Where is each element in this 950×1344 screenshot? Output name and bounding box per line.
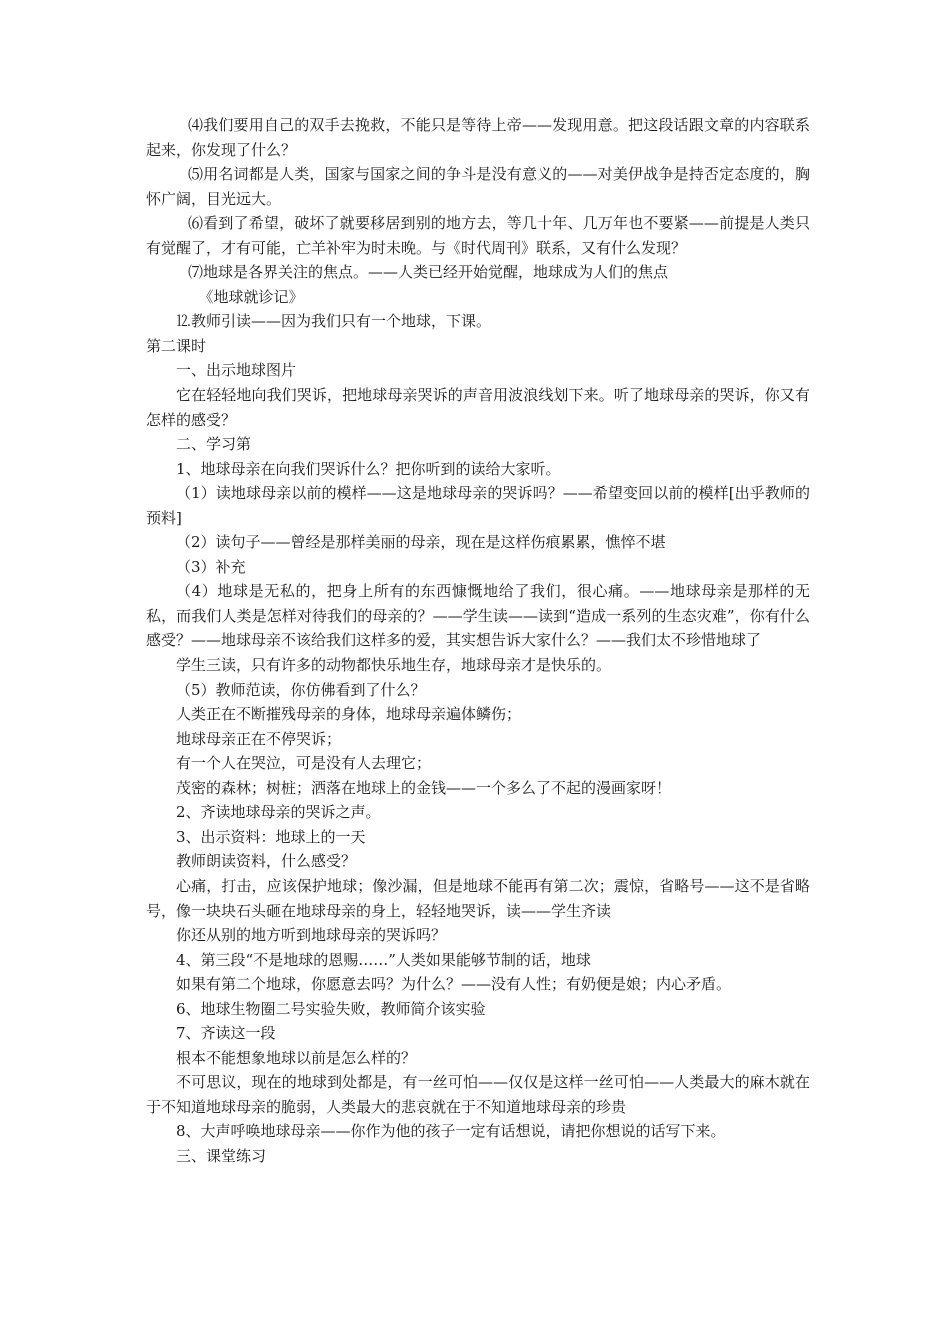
document-body	[146, 113, 810, 1169]
paragraph: 你还从别的地方听到地球母亲的哭诉吗？	[176, 926, 447, 945]
paragraph: 不可思议，现在的地球到处都是，有一丝可怕——仅仅是这样一丝可怕——人类最大的麻木就在于不知道地球母亲的脆弱，人类最大的悲哀就在于不知道地球母亲的珍贵	[146, 1073, 810, 1116]
paragraph: 心痛，打击，应该保护地球；像沙漏，但是地球不能再有第二次；震惊，省略号——这不是省略号，像一块块石头砸在地球母亲的身上，轻轻地哭诉，读——学生齐读	[146, 876, 810, 920]
paragraph: 根本不能想象地球以前是怎么样的？	[176, 1048, 417, 1067]
paragraph: 2、齐读地球母亲的哭诉之声。	[176, 803, 381, 822]
paragraph: 7、齐读这一段	[176, 1024, 276, 1043]
paragraph: 4、第三段“不是地球的恩赐……”人类如果能够节制的话，地球	[176, 950, 591, 969]
paragraph: （4）地球是无私的，把身上所有的东西慷慨地给了我们，很心痛。——地球母亲是那样的无私，而我们人类是怎样对待我们的母亲的？——学生读——读到“造成一系列的生态灾难”，你有什么感受？——地球母亲不该给我们这样多的爱，其实想告诉大家什么？——我们太不珍惜地球了	[146, 582, 810, 650]
section-heading: 三、课堂练习	[176, 1146, 267, 1165]
paragraph: 地球母亲正在不停哭诉；	[176, 729, 342, 748]
paragraph: 学生三读，只有许多的动物都快乐地生存，地球母亲才是快乐的。	[176, 656, 612, 675]
paragraph: 《地球就诊记》	[198, 287, 304, 306]
paragraph: 8、大声呼唤地球母亲——你作为他的孩子一定有话想说，请把你想说的话写下来。	[176, 1122, 726, 1141]
paragraph: 教师朗读资料，什么感受？	[176, 852, 357, 871]
paragraph: 茂密的森林；树桩；洒落在地球上的金钱——一个多么了不起的漫画家呀！	[176, 778, 672, 797]
paragraph: 6、地球生物圈二号实验失败，教师简介该实验	[176, 999, 486, 1018]
paragraph: 人类正在不断摧残母亲的身体，地球母亲遍体鳞伤；	[176, 705, 522, 724]
paragraph: 它在轻轻地向我们哭诉，把地球母亲哭诉的声音用波浪线划下来。听了地球母亲的哭诉，你又有怎样的感受？	[146, 386, 810, 429]
paragraph: ⑹看到了希望，破坏了就要移居到别的地方去，等几十年、几万年也不要紧——前提是人类只有觉醒了，才有可能，亡羊补牢为时未晚。与《时代周刊》联系，又有什么发现？	[146, 214, 810, 257]
paragraph: ⒓教师引读——因为我们只有一个地球，下课。	[176, 312, 492, 331]
paragraph: 如果有第二个地球，你愿意去吗？为什么？——没有人性；有奶便是娘；内心矛盾。	[176, 975, 732, 994]
section-heading: 第二课时	[146, 336, 207, 355]
paragraph: ⑺地球是各界关注的焦点。——人类已经开始觉醒，地球成为人们的焦点	[188, 263, 669, 282]
paragraph: 二、学习第	[176, 435, 252, 454]
paragraph: （5）教师范读，你仿佛看到了什么？	[176, 680, 426, 699]
paragraph: （2）读句子——曾经是那样美丽的母亲，现在是这样伤痕累累，憔悴不堪	[176, 533, 666, 552]
paragraph: ⑸用名词都是人类，国家与国家之间的争斗是没有意义的——对美伊战争是持否定态度的，胸怀广阔，目光远大。	[146, 165, 810, 208]
paragraph: （3）补充	[176, 557, 246, 576]
paragraph: 1、地球母亲在向我们哭诉什么？把你听到的读给大家听。	[176, 459, 561, 478]
paragraph: 有一个人在哭泣，可是没有人去理它；	[176, 754, 432, 773]
paragraph: （1）读地球母亲以前的模样——这是地球母亲的哭诉吗？——希望变回以前的模样[出乎教师的预料]	[146, 484, 810, 527]
paragraph: 一、出示地球图片	[176, 361, 297, 380]
paragraph: 3、出示资料：地球上的一天	[176, 827, 366, 846]
paragraph: ⑷我们要用自己的双手去挽救，不能只是等待上帝——发现用意。把这段话跟文章的内容联系起来，你发现了什么？	[146, 116, 810, 159]
